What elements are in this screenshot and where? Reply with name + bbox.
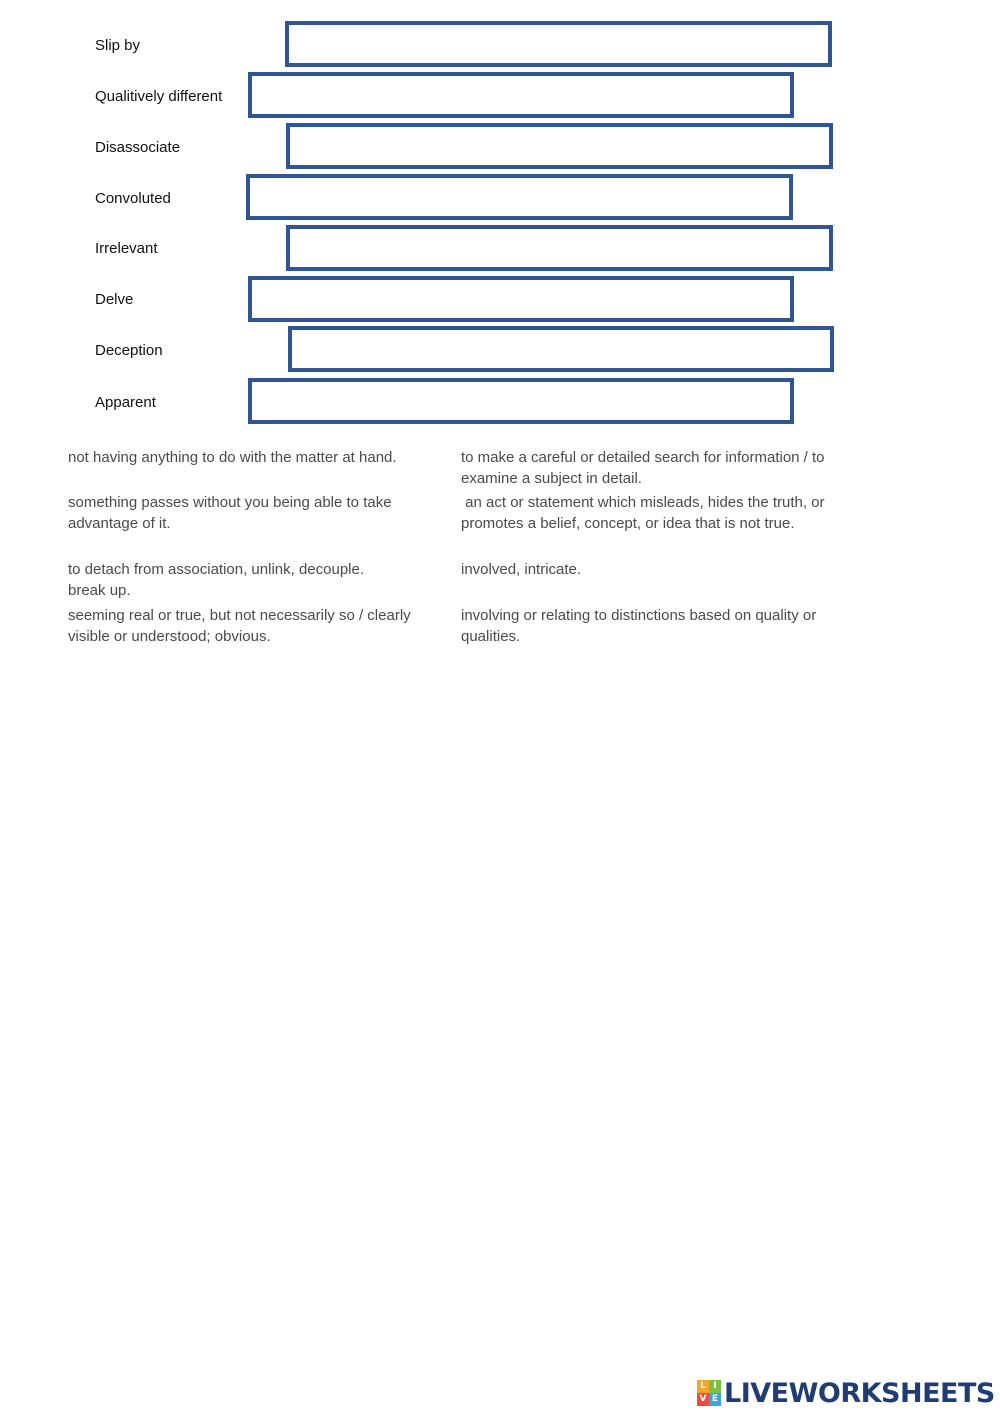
- definition-card[interactable]: an act or statement which misleads, hides the truth, or promotes a belief, concept, or idea that is not true.: [461, 494, 829, 532]
- term-convoluted: Convoluted: [95, 190, 171, 207]
- definition-card[interactable]: to make a careful or detailed search for information / to examine a subject in detail.: [461, 449, 825, 487]
- answer-box-irrelevant[interactable]: [286, 225, 833, 271]
- answer-box-apparent[interactable]: [248, 378, 794, 424]
- answer-box-convoluted[interactable]: [246, 174, 793, 220]
- answer-box-delve[interactable]: [248, 276, 794, 322]
- answer-box-disassociate[interactable]: [286, 123, 833, 169]
- answer-box-slip-by[interactable]: [285, 21, 832, 67]
- term-disassociate: Disassociate: [95, 139, 181, 156]
- definition-card[interactable]: to detach from association, unlink, decouple. break up.: [68, 561, 365, 599]
- term-slip-by: Slip by: [95, 37, 141, 54]
- logo-text: LIVEWORKSHEETS: [724, 1377, 995, 1409]
- definition-card[interactable]: not having anything to do with the matter at hand.: [68, 449, 397, 466]
- liveworksheets-logo: [697, 1376, 995, 1410]
- term-qualitively-different: Qualitively different: [95, 88, 223, 105]
- term-deception: Deception: [95, 342, 163, 359]
- definition-card[interactable]: seeming real or true, but not necessarily so / clearly visible or understood; obvious.: [68, 607, 411, 645]
- term-delve: Delve: [95, 291, 134, 308]
- definition-card[interactable]: involved, intricate.: [461, 561, 582, 578]
- logo-mark-letter: E: [709, 1393, 721, 1406]
- logo-mark-letter: I: [709, 1380, 721, 1393]
- answer-box-deception[interactable]: [288, 326, 834, 372]
- logo-mark-letter: L: [697, 1380, 709, 1393]
- definition-card[interactable]: involving or relating to distinctions based on quality or qualities.: [461, 607, 817, 645]
- logo-mark-letter: V: [697, 1393, 709, 1406]
- answer-box-qualitively-different[interactable]: [248, 72, 794, 118]
- term-irrelevant: Irrelevant: [95, 240, 158, 257]
- term-apparent: Apparent: [95, 394, 156, 411]
- logo-mark-icon: [697, 1380, 721, 1406]
- definition-card[interactable]: something passes without you being able to take advantage of it.: [68, 494, 392, 532]
